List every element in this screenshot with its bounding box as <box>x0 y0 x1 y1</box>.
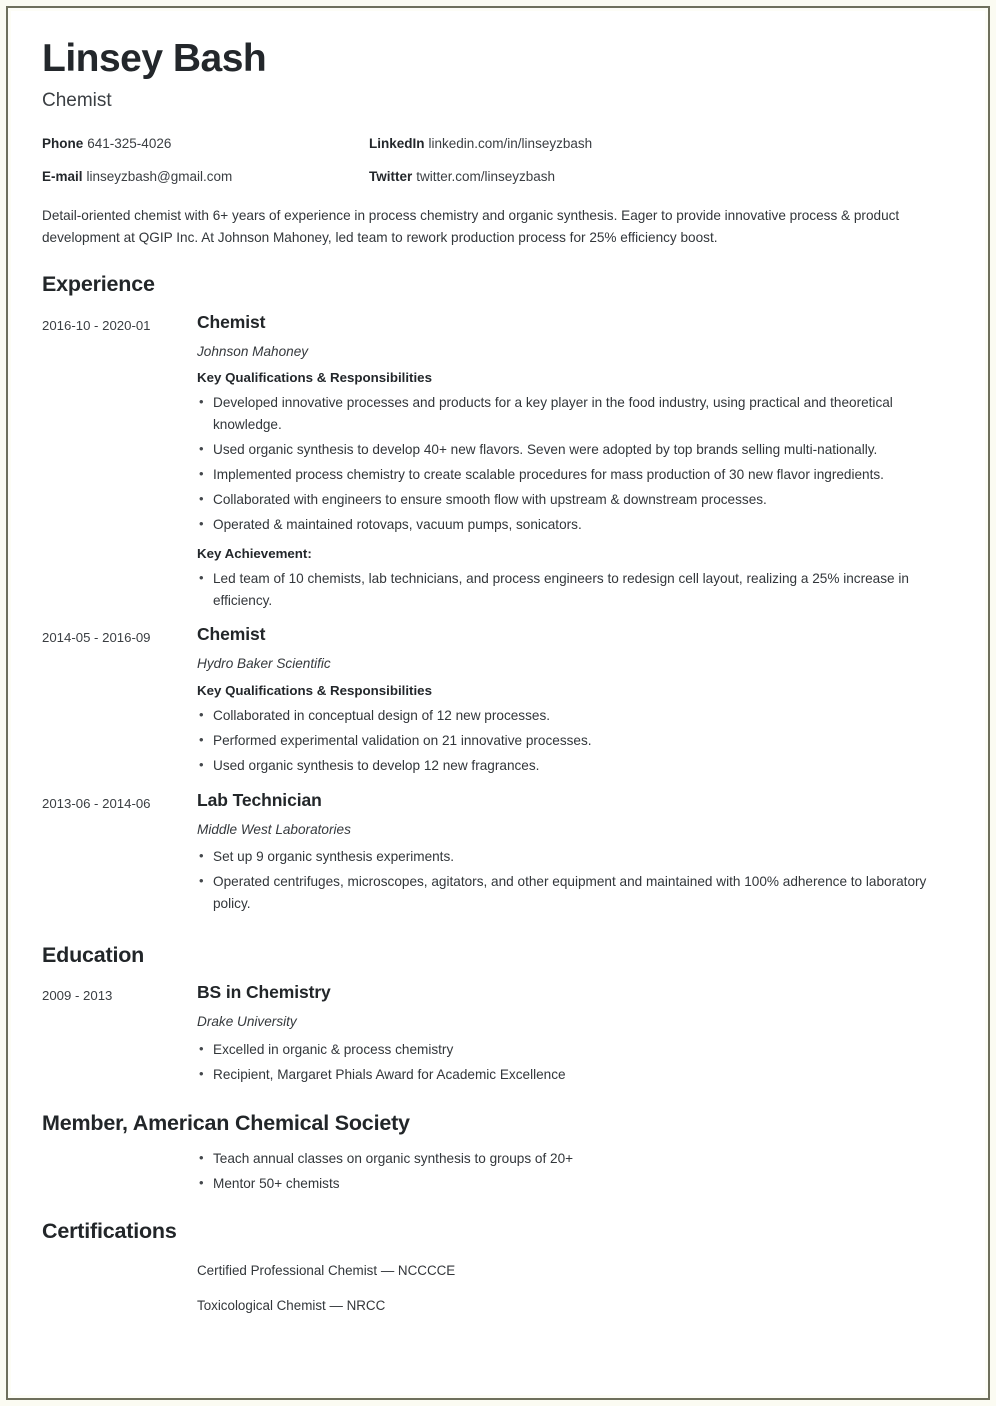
list-item: • Excelled in organic & process chemistry <box>197 1039 959 1061</box>
membership-entry <box>42 1148 963 1198</box>
contact-column-right <box>369 135 592 201</box>
experience-entry-subhead: Key Qualifications & Responsibilities <box>197 370 432 386</box>
list-item: • Operated centrifuges, microscopes, agitators, and other equipment and maintained with 100% adherence to laboratory policy. <box>197 871 959 915</box>
experience-entry-subhead: Key Qualifications & Responsibilities <box>197 682 432 698</box>
contact-twitter-label: Twitter <box>369 169 413 184</box>
education-entry-body <box>197 982 963 1089</box>
contact-phone-label: Phone <box>42 136 84 151</box>
experience-entry-org: Johnson Mahoney <box>197 343 309 359</box>
candidate-name: Linsey Bash <box>42 37 267 80</box>
list-item: • Used organic synthesis to develop 12 new fragrances. <box>197 755 959 777</box>
list-item: Certified Professional Chemist — NCCCCE <box>197 1262 456 1278</box>
certifications-entry <box>42 1256 963 1331</box>
candidate-job-title: Chemist <box>42 90 112 112</box>
section-title-membership: Member, American Chemical Society <box>42 1110 410 1135</box>
experience-entry-body <box>197 790 963 919</box>
list-item: • Led team of 10 chemists, lab technicians, and process engineers to redesign cell layout, realizing a 25% increase in efficiency. <box>197 568 959 612</box>
contact-email-value[interactable]: linseyzbash@gmail.com <box>86 169 233 184</box>
certifications-entry-dates-spacer <box>42 1256 197 1331</box>
contact-linkedin-label: LinkedIn <box>369 136 425 151</box>
contact-linkedin-value[interactable]: linkedin.com/in/linseyzbash <box>428 136 593 151</box>
experience-entry-body <box>197 312 963 616</box>
contact-details <box>42 135 963 191</box>
list-item: • Implemented process chemistry to create scalable procedures for mass production of 30 new flavor ingredients. <box>197 464 959 486</box>
section-title-education: Education <box>42 942 145 967</box>
contact-twitter <box>369 168 592 185</box>
list-item: Toxicological Chemist — NRCC <box>197 1297 386 1313</box>
list-item: • Recipient, Margaret Phials Award for Academic Excellence <box>197 1064 959 1086</box>
experience-entry-dates: 2014-05 - 2016-09 <box>42 630 151 646</box>
list-item: • Developed innovative processes and products for a key player in the food industry, using practical and theoretical knowledge. <box>197 392 959 436</box>
list-item: • Operated & maintained rotovaps, vacuum pumps, sonicators. <box>197 514 959 536</box>
list-item: • Collaborated in conceptual design of 12 new processes. <box>197 705 959 727</box>
contact-twitter-value[interactable]: twitter.com/linseyzbash <box>416 169 556 184</box>
section-certifications <box>42 1219 963 1331</box>
experience-entry-achievement-bullets <box>197 568 959 612</box>
experience-entry-dates: 2013-06 - 2014-06 <box>42 795 151 811</box>
experience-entry-bullets <box>197 392 959 536</box>
certifications-list <box>197 1260 959 1317</box>
contact-linkedin <box>369 135 592 152</box>
contact-phone-value[interactable]: 641-325-4026 <box>87 136 172 151</box>
experience-entry-role: Chemist <box>197 624 266 645</box>
contact-email <box>42 168 232 185</box>
education-entry-dates: 2009 - 2013 <box>42 988 113 1004</box>
professional-summary: Detail-oriented chemist with 6+ years of experience in process chemistry and organic synthesis. Eager to provide innovative process & product development at QGIP Inc. At Johnson Mahoney, led team to rework production process for 25% efficiency boost. <box>42 208 900 246</box>
education-entry-degree: BS in Chemistry <box>197 982 331 1003</box>
education-entry-bullets <box>197 1039 959 1086</box>
resume-header <box>42 31 963 249</box>
page-frame <box>6 6 990 1400</box>
education-entry-school: Drake University <box>197 1014 297 1030</box>
membership-entry-body <box>197 1148 963 1198</box>
experience-entry-bullets <box>197 705 959 777</box>
experience-entry <box>42 624 963 780</box>
section-education <box>42 943 963 1089</box>
experience-entry-achievement-subhead: Key Achievement: <box>197 546 312 562</box>
section-experience <box>42 272 963 918</box>
experience-entry-org: Hydro Baker Scientific <box>197 656 331 672</box>
membership-entry-dates-spacer <box>42 1148 197 1198</box>
experience-entry-body <box>197 624 963 780</box>
list-item: • Used organic synthesis to develop 40+ new flavors. Seven were adopted by top brands selling multi-nationally. <box>197 439 959 461</box>
education-entry <box>42 982 963 1089</box>
certifications-entry-body <box>197 1256 963 1331</box>
section-membership <box>42 1111 963 1198</box>
experience-entry-role: Lab Technician <box>197 789 322 810</box>
list-item: • Mentor 50+ chemists <box>197 1173 959 1195</box>
resume-sheet <box>11 11 985 1395</box>
resume-content <box>42 31 963 1337</box>
list-item: • Performed experimental validation on 21 innovative processes. <box>197 730 959 752</box>
contact-column-left <box>42 135 232 201</box>
experience-entry-role: Chemist <box>197 311 266 332</box>
experience-entry-dates: 2016-10 - 2020-01 <box>42 317 151 333</box>
list-item: • Collaborated with engineers to ensure smooth flow with upstream & downstream processes. <box>197 489 959 511</box>
contact-email-label: E-mail <box>42 169 83 184</box>
list-item: • Teach annual classes on organic synthesis to groups of 20+ <box>197 1148 959 1170</box>
experience-entry-org: Middle West Laboratories <box>197 821 351 837</box>
section-title-certifications: Certifications <box>42 1218 177 1243</box>
list-item: • Set up 9 organic synthesis experiments. <box>197 846 959 868</box>
contact-phone <box>42 135 232 152</box>
experience-entry <box>42 312 963 616</box>
section-title-experience: Experience <box>42 272 155 297</box>
experience-entry-bullets <box>197 846 959 915</box>
experience-entry <box>42 790 963 919</box>
membership-bullets <box>197 1148 959 1195</box>
